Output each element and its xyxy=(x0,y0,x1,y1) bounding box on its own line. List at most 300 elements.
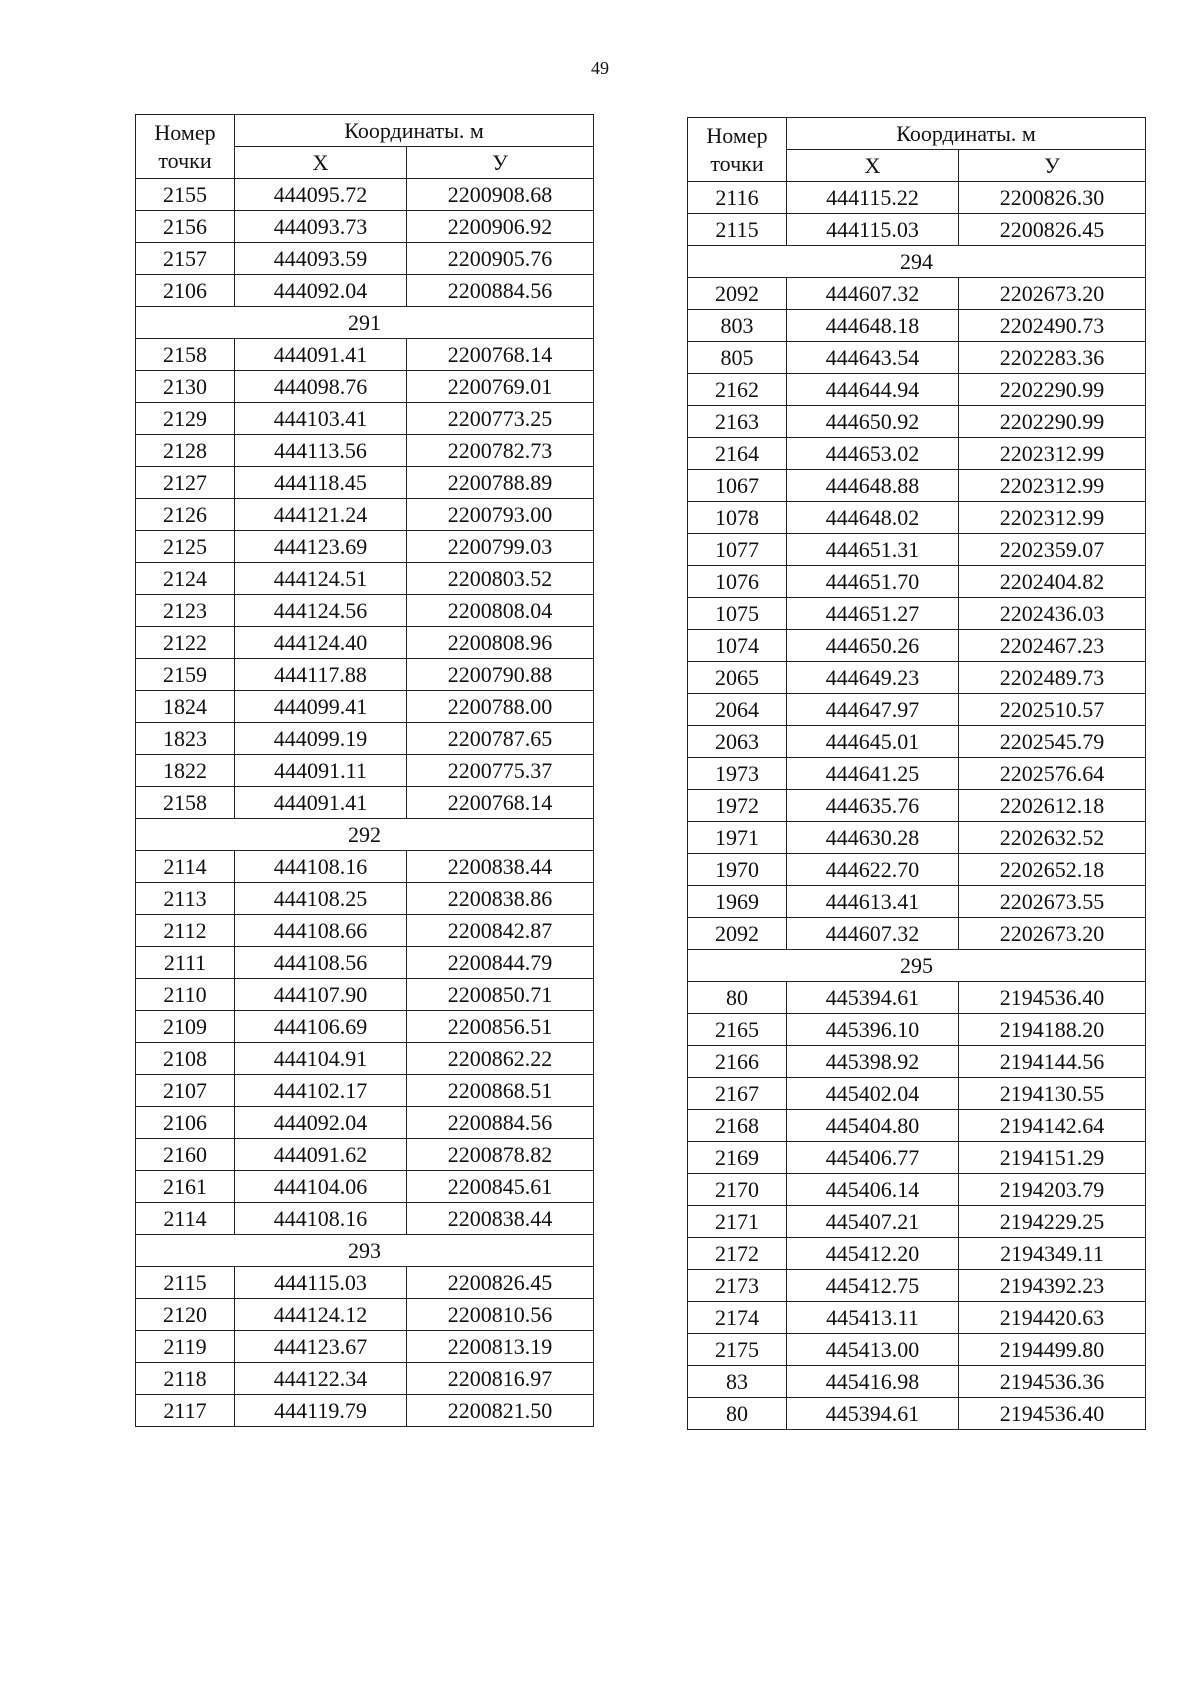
section-label: 292 xyxy=(136,819,594,851)
y-coordinate-cell: 2200838.44 xyxy=(407,1203,594,1235)
y-coordinate-cell: 2200862.22 xyxy=(407,1043,594,1075)
x-coordinate-cell: 444651.31 xyxy=(787,534,959,566)
y-coordinate-cell: 2200816.97 xyxy=(407,1363,594,1395)
x-coordinate-cell: 444635.76 xyxy=(787,790,959,822)
x-coordinate-cell: 444607.32 xyxy=(787,278,959,310)
point-number-cell: 2123 xyxy=(136,595,235,627)
point-number-cell: 2170 xyxy=(688,1174,787,1206)
point-number-cell: 2156 xyxy=(136,211,235,243)
y-coordinate-cell: 2200782.73 xyxy=(407,435,594,467)
y-coordinate-cell: 2200788.89 xyxy=(407,467,594,499)
table-row xyxy=(688,470,1146,502)
point-number-cell: 2165 xyxy=(688,1014,787,1046)
x-coordinate-cell: 444122.34 xyxy=(235,1363,407,1395)
y-coordinate-cell: 2194420.63 xyxy=(959,1302,1146,1334)
point-number-cell: 2119 xyxy=(136,1331,235,1363)
y-coordinate-cell: 2202632.52 xyxy=(959,822,1146,854)
x-coordinate-cell: 444647.97 xyxy=(787,694,959,726)
x-coordinate-cell: 444092.04 xyxy=(235,275,407,307)
point-number-cell: 2128 xyxy=(136,435,235,467)
x-coordinate-cell: 444641.25 xyxy=(787,758,959,790)
table-row xyxy=(688,854,1146,886)
point-number-cell: 2111 xyxy=(136,947,235,979)
y-coordinate-cell: 2200769.01 xyxy=(407,371,594,403)
point-number-cell: 2064 xyxy=(688,694,787,726)
point-number-cell: 1078 xyxy=(688,502,787,534)
point-number-cell: 2065 xyxy=(688,662,787,694)
point-number-cell: 2175 xyxy=(688,1334,787,1366)
y-coordinate-cell: 2200773.25 xyxy=(407,403,594,435)
x-coordinate-cell: 444108.56 xyxy=(235,947,407,979)
y-coordinate-cell: 2202673.20 xyxy=(959,918,1146,950)
point-number-cell: 2157 xyxy=(136,243,235,275)
point-number-cell: 2168 xyxy=(688,1110,787,1142)
x-coordinate-cell: 444108.25 xyxy=(235,883,407,915)
point-number-cell: 2117 xyxy=(136,1395,235,1427)
table-row xyxy=(136,499,594,531)
x-coordinate-cell: 444118.45 xyxy=(235,467,407,499)
y-coordinate-cell: 2202436.03 xyxy=(959,598,1146,630)
y-header: У xyxy=(959,150,1146,182)
point-number-header: Номер точки xyxy=(136,115,235,179)
y-coordinate-cell: 2200850.71 xyxy=(407,979,594,1011)
x-coordinate-cell: 444093.59 xyxy=(235,243,407,275)
x-coordinate-cell: 444124.12 xyxy=(235,1299,407,1331)
x-coordinate-cell: 444644.94 xyxy=(787,374,959,406)
x-coordinate-cell: 444103.41 xyxy=(235,403,407,435)
y-coordinate-cell: 2194392.23 xyxy=(959,1270,1146,1302)
y-coordinate-cell: 2194188.20 xyxy=(959,1014,1146,1046)
point-number-cell: 2106 xyxy=(136,1107,235,1139)
y-coordinate-cell: 2194144.56 xyxy=(959,1046,1146,1078)
point-number-cell: 2108 xyxy=(136,1043,235,1075)
table-row xyxy=(136,595,594,627)
y-coordinate-cell: 2194130.55 xyxy=(959,1078,1146,1110)
point-number-cell: 2169 xyxy=(688,1142,787,1174)
point-number-cell: 2107 xyxy=(136,1075,235,1107)
point-number-cell: 80 xyxy=(688,982,787,1014)
table-row xyxy=(136,787,594,819)
y-coordinate-cell: 2200844.79 xyxy=(407,947,594,979)
point-number-cell: 2124 xyxy=(136,563,235,595)
x-header: Х xyxy=(235,147,407,179)
x-coordinate-cell: 445416.98 xyxy=(787,1366,959,1398)
x-coordinate-cell: 444115.22 xyxy=(787,182,959,214)
table-row xyxy=(136,659,594,691)
x-coordinate-cell: 444607.32 xyxy=(787,918,959,950)
table-row xyxy=(688,694,1146,726)
x-coordinate-cell: 444645.01 xyxy=(787,726,959,758)
x-coordinate-cell: 445394.61 xyxy=(787,1398,959,1430)
y-coordinate-cell: 2200803.52 xyxy=(407,563,594,595)
point-number-cell: 2114 xyxy=(136,851,235,883)
table-row xyxy=(688,502,1146,534)
section-label: 294 xyxy=(688,246,1146,278)
y-coordinate-cell: 2202283.36 xyxy=(959,342,1146,374)
x-coordinate-cell: 445407.21 xyxy=(787,1206,959,1238)
y-coordinate-cell: 2200905.76 xyxy=(407,243,594,275)
section-row xyxy=(136,307,594,339)
y-coordinate-cell: 2194499.80 xyxy=(959,1334,1146,1366)
table-row xyxy=(136,1075,594,1107)
y-coordinate-cell: 2202612.18 xyxy=(959,790,1146,822)
table-row xyxy=(136,339,594,371)
table-row xyxy=(136,1011,594,1043)
y-coordinate-cell: 2200793.00 xyxy=(407,499,594,531)
x-coordinate-cell: 444124.40 xyxy=(235,627,407,659)
x-coordinate-cell: 444124.56 xyxy=(235,595,407,627)
table-row xyxy=(136,1171,594,1203)
point-number-cell: 2122 xyxy=(136,627,235,659)
table-row xyxy=(136,531,594,563)
point-number-cell: 2160 xyxy=(136,1139,235,1171)
y-header: У xyxy=(407,147,594,179)
y-coordinate-cell: 2200826.45 xyxy=(407,1267,594,1299)
x-coordinate-cell: 444092.04 xyxy=(235,1107,407,1139)
table-row xyxy=(688,758,1146,790)
coordinates-header: Координаты. м xyxy=(235,115,594,147)
table-row xyxy=(688,278,1146,310)
table-row xyxy=(688,1046,1146,1078)
y-coordinate-cell: 2200799.03 xyxy=(407,531,594,563)
y-coordinate-cell: 2200808.96 xyxy=(407,627,594,659)
table-row xyxy=(688,1110,1146,1142)
table-row xyxy=(136,691,594,723)
table-row xyxy=(688,630,1146,662)
y-coordinate-cell: 2202312.99 xyxy=(959,470,1146,502)
y-coordinate-cell: 2202467.23 xyxy=(959,630,1146,662)
point-number-cell: 2130 xyxy=(136,371,235,403)
y-coordinate-cell: 2202673.20 xyxy=(959,278,1146,310)
y-coordinate-cell: 2200788.00 xyxy=(407,691,594,723)
section-row xyxy=(688,246,1146,278)
x-coordinate-cell: 444630.28 xyxy=(787,822,959,854)
section-row xyxy=(136,819,594,851)
table-row xyxy=(688,1174,1146,1206)
table-row xyxy=(136,563,594,595)
table-row xyxy=(688,214,1146,246)
y-coordinate-cell: 2194229.25 xyxy=(959,1206,1146,1238)
table-row xyxy=(688,726,1146,758)
section-label: 295 xyxy=(688,950,1146,982)
point-number-cell: 2063 xyxy=(688,726,787,758)
x-coordinate-cell: 444622.70 xyxy=(787,854,959,886)
x-coordinate-cell: 445412.20 xyxy=(787,1238,959,1270)
table-row xyxy=(136,851,594,883)
point-number-cell: 1074 xyxy=(688,630,787,662)
point-number-cell: 2171 xyxy=(688,1206,787,1238)
x-coordinate-cell: 444648.88 xyxy=(787,470,959,502)
x-coordinate-cell: 444098.76 xyxy=(235,371,407,403)
x-coordinate-cell: 445398.92 xyxy=(787,1046,959,1078)
table-row xyxy=(136,435,594,467)
x-coordinate-cell: 444115.03 xyxy=(235,1267,407,1299)
y-coordinate-cell: 2200787.65 xyxy=(407,723,594,755)
point-number-cell: 1972 xyxy=(688,790,787,822)
table-row xyxy=(688,374,1146,406)
x-coordinate-cell: 445406.77 xyxy=(787,1142,959,1174)
y-coordinate-cell: 2200868.51 xyxy=(407,1075,594,1107)
table-row xyxy=(136,1139,594,1171)
y-coordinate-cell: 2194151.29 xyxy=(959,1142,1146,1174)
section-label: 291 xyxy=(136,307,594,339)
y-coordinate-cell: 2200906.92 xyxy=(407,211,594,243)
y-coordinate-cell: 2200826.45 xyxy=(959,214,1146,246)
y-coordinate-cell: 2202510.57 xyxy=(959,694,1146,726)
y-coordinate-cell: 2200813.19 xyxy=(407,1331,594,1363)
table-row xyxy=(136,1395,594,1427)
table-row xyxy=(688,1078,1146,1110)
table-row xyxy=(688,438,1146,470)
page-number: 49 xyxy=(591,58,609,78)
point-number-cell: 2158 xyxy=(136,339,235,371)
table-row xyxy=(688,1302,1146,1334)
x-coordinate-cell: 444091.41 xyxy=(235,339,407,371)
x-coordinate-cell: 444649.23 xyxy=(787,662,959,694)
table-row xyxy=(688,406,1146,438)
point-number-cell: 1823 xyxy=(136,723,235,755)
x-coordinate-cell: 444113.56 xyxy=(235,435,407,467)
table-row xyxy=(136,211,594,243)
point-number-cell: 2166 xyxy=(688,1046,787,1078)
table-row xyxy=(688,534,1146,566)
x-coordinate-cell: 444107.90 xyxy=(235,979,407,1011)
x-coordinate-cell: 444104.91 xyxy=(235,1043,407,1075)
table-row xyxy=(688,822,1146,854)
table-row xyxy=(136,243,594,275)
x-coordinate-cell: 444099.19 xyxy=(235,723,407,755)
coordinates-table-right xyxy=(687,117,1146,1430)
section-label: 293 xyxy=(136,1235,594,1267)
point-number-cell: 1077 xyxy=(688,534,787,566)
y-coordinate-cell: 2200878.82 xyxy=(407,1139,594,1171)
point-number-cell: 2112 xyxy=(136,915,235,947)
x-coordinate-cell: 445412.75 xyxy=(787,1270,959,1302)
y-coordinate-cell: 2202312.99 xyxy=(959,438,1146,470)
table-row xyxy=(688,1398,1146,1430)
point-number-cell: 2126 xyxy=(136,499,235,531)
y-coordinate-cell: 2200821.50 xyxy=(407,1395,594,1427)
y-coordinate-cell: 2194536.40 xyxy=(959,982,1146,1014)
point-number-cell: 2092 xyxy=(688,918,787,950)
table-row xyxy=(136,627,594,659)
y-coordinate-cell: 2194142.64 xyxy=(959,1110,1146,1142)
point-number-cell: 2161 xyxy=(136,1171,235,1203)
point-number-cell: 2158 xyxy=(136,787,235,819)
y-coordinate-cell: 2200845.61 xyxy=(407,1171,594,1203)
x-coordinate-cell: 444123.69 xyxy=(235,531,407,563)
x-coordinate-cell: 445404.80 xyxy=(787,1110,959,1142)
point-number-cell: 83 xyxy=(688,1366,787,1398)
x-coordinate-cell: 444651.70 xyxy=(787,566,959,598)
x-coordinate-cell: 444653.02 xyxy=(787,438,959,470)
table-row xyxy=(136,979,594,1011)
coordinates-table-left xyxy=(135,114,594,1427)
x-coordinate-cell: 444104.06 xyxy=(235,1171,407,1203)
point-number-cell: 2115 xyxy=(136,1267,235,1299)
point-number-cell: 2164 xyxy=(688,438,787,470)
x-coordinate-cell: 444108.66 xyxy=(235,915,407,947)
x-coordinate-cell: 444108.16 xyxy=(235,851,407,883)
y-coordinate-cell: 2202290.99 xyxy=(959,374,1146,406)
point-number-cell: 1075 xyxy=(688,598,787,630)
table-row xyxy=(688,1206,1146,1238)
x-coordinate-cell: 444099.41 xyxy=(235,691,407,723)
point-number-cell: 2159 xyxy=(136,659,235,691)
y-coordinate-cell: 2202404.82 xyxy=(959,566,1146,598)
y-coordinate-cell: 2200768.14 xyxy=(407,787,594,819)
y-coordinate-cell: 2200856.51 xyxy=(407,1011,594,1043)
point-number-cell: 2173 xyxy=(688,1270,787,1302)
y-coordinate-cell: 2200908.68 xyxy=(407,179,594,211)
table-row xyxy=(688,886,1146,918)
table-row xyxy=(136,467,594,499)
x-coordinate-cell: 444643.54 xyxy=(787,342,959,374)
y-coordinate-cell: 2202359.07 xyxy=(959,534,1146,566)
y-coordinate-cell: 2200808.04 xyxy=(407,595,594,627)
y-coordinate-cell: 2200790.88 xyxy=(407,659,594,691)
table-row xyxy=(136,883,594,915)
x-coordinate-cell: 444121.24 xyxy=(235,499,407,531)
y-coordinate-cell: 2200884.56 xyxy=(407,275,594,307)
y-coordinate-cell: 2200768.14 xyxy=(407,339,594,371)
table-row xyxy=(688,342,1146,374)
table-row xyxy=(688,1142,1146,1174)
y-coordinate-cell: 2200810.56 xyxy=(407,1299,594,1331)
x-coordinate-cell: 445394.61 xyxy=(787,982,959,1014)
x-coordinate-cell: 444648.18 xyxy=(787,310,959,342)
x-coordinate-cell: 444123.67 xyxy=(235,1331,407,1363)
x-coordinate-cell: 444119.79 xyxy=(235,1395,407,1427)
table-row xyxy=(136,179,594,211)
point-number-cell: 2127 xyxy=(136,467,235,499)
table-row xyxy=(136,371,594,403)
point-number-cell: 1971 xyxy=(688,822,787,854)
point-number-cell: 2155 xyxy=(136,179,235,211)
section-row xyxy=(136,1235,594,1267)
point-number-cell: 1076 xyxy=(688,566,787,598)
table-row xyxy=(136,1331,594,1363)
point-number-header: Номер точки xyxy=(688,118,787,182)
table-row xyxy=(688,662,1146,694)
table-row xyxy=(136,755,594,787)
table-row xyxy=(688,566,1146,598)
y-coordinate-cell: 2200838.86 xyxy=(407,883,594,915)
table-body xyxy=(136,179,594,1427)
x-coordinate-cell: 444648.02 xyxy=(787,502,959,534)
table-row xyxy=(688,598,1146,630)
y-coordinate-cell: 2194349.11 xyxy=(959,1238,1146,1270)
x-coordinate-cell: 444124.51 xyxy=(235,563,407,595)
table-row xyxy=(136,1267,594,1299)
y-coordinate-cell: 2200775.37 xyxy=(407,755,594,787)
x-coordinate-cell: 444650.92 xyxy=(787,406,959,438)
x-coordinate-cell: 444102.17 xyxy=(235,1075,407,1107)
table-row xyxy=(136,1043,594,1075)
table-row xyxy=(136,403,594,435)
table-row xyxy=(688,1270,1146,1302)
point-number-cell: 1822 xyxy=(136,755,235,787)
point-number-cell: 1067 xyxy=(688,470,787,502)
x-coordinate-cell: 444108.16 xyxy=(235,1203,407,1235)
x-coordinate-cell: 444117.88 xyxy=(235,659,407,691)
x-header: Х xyxy=(787,150,959,182)
table-row xyxy=(688,1366,1146,1398)
y-coordinate-cell: 2200838.44 xyxy=(407,851,594,883)
table-row xyxy=(136,1363,594,1395)
point-number-cell: 2113 xyxy=(136,883,235,915)
y-coordinate-cell: 2202490.73 xyxy=(959,310,1146,342)
table-row xyxy=(688,182,1146,214)
y-coordinate-cell: 2200842.87 xyxy=(407,915,594,947)
x-coordinate-cell: 445406.14 xyxy=(787,1174,959,1206)
y-coordinate-cell: 2200884.56 xyxy=(407,1107,594,1139)
point-number-cell: 2118 xyxy=(136,1363,235,1395)
table-row xyxy=(688,790,1146,822)
table-row xyxy=(136,915,594,947)
table-row xyxy=(688,1014,1146,1046)
table-row xyxy=(136,723,594,755)
y-coordinate-cell: 2194203.79 xyxy=(959,1174,1146,1206)
point-number-cell: 2162 xyxy=(688,374,787,406)
point-number-cell: 2120 xyxy=(136,1299,235,1331)
point-number-cell: 2174 xyxy=(688,1302,787,1334)
table-row xyxy=(688,1238,1146,1270)
point-number-cell: 1969 xyxy=(688,886,787,918)
coordinates-header: Координаты. м xyxy=(787,118,1146,150)
y-coordinate-cell: 2194536.40 xyxy=(959,1398,1146,1430)
y-coordinate-cell: 2202545.79 xyxy=(959,726,1146,758)
y-coordinate-cell: 2194536.36 xyxy=(959,1366,1146,1398)
x-coordinate-cell: 444115.03 xyxy=(787,214,959,246)
table-row xyxy=(136,275,594,307)
point-number-cell: 803 xyxy=(688,310,787,342)
y-coordinate-cell: 2202312.99 xyxy=(959,502,1146,534)
y-coordinate-cell: 2202652.18 xyxy=(959,854,1146,886)
point-number-cell: 2106 xyxy=(136,275,235,307)
table-row xyxy=(688,1334,1146,1366)
point-number-cell: 2116 xyxy=(688,182,787,214)
x-coordinate-cell: 444091.62 xyxy=(235,1139,407,1171)
table-row xyxy=(136,1299,594,1331)
y-coordinate-cell: 2200826.30 xyxy=(959,182,1146,214)
table-row xyxy=(136,1107,594,1139)
point-number-cell: 2125 xyxy=(136,531,235,563)
x-coordinate-cell: 444651.27 xyxy=(787,598,959,630)
point-number-cell: 2172 xyxy=(688,1238,787,1270)
point-number-cell: 2115 xyxy=(688,214,787,246)
point-number-cell: 2167 xyxy=(688,1078,787,1110)
table-row xyxy=(688,310,1146,342)
table-row xyxy=(136,1203,594,1235)
x-coordinate-cell: 444095.72 xyxy=(235,179,407,211)
x-coordinate-cell: 444106.69 xyxy=(235,1011,407,1043)
x-coordinate-cell: 444091.41 xyxy=(235,787,407,819)
y-coordinate-cell: 2202576.64 xyxy=(959,758,1146,790)
section-row xyxy=(688,950,1146,982)
x-coordinate-cell: 444093.73 xyxy=(235,211,407,243)
point-number-cell: 2114 xyxy=(136,1203,235,1235)
y-coordinate-cell: 2202290.99 xyxy=(959,406,1146,438)
x-coordinate-cell: 445402.04 xyxy=(787,1078,959,1110)
point-number-cell: 2092 xyxy=(688,278,787,310)
point-number-cell: 1970 xyxy=(688,854,787,886)
table-row xyxy=(688,982,1146,1014)
x-coordinate-cell: 444650.26 xyxy=(787,630,959,662)
y-coordinate-cell: 2202673.55 xyxy=(959,886,1146,918)
point-number-cell: 1973 xyxy=(688,758,787,790)
x-coordinate-cell: 444613.41 xyxy=(787,886,959,918)
